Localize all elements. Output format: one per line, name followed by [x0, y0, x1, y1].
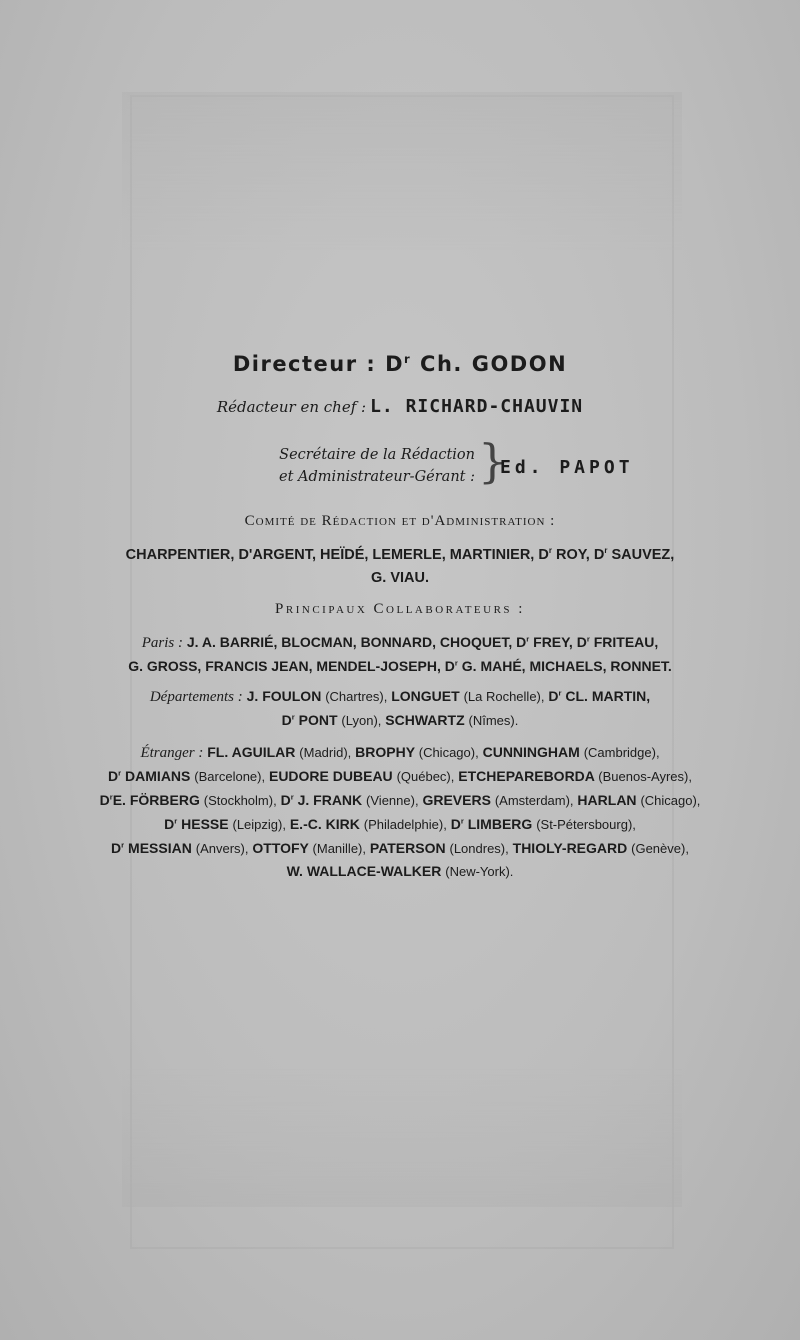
etranger-line3: $D^rE$. FÖRBERG (Stockholm), $D^r$ J. FRANK (Vienne), GREVERS (Amsterdam), HARLAN (Chicago), [99, 792, 701, 808]
paris-line1: Paris : J. A. BARRIÉ, BLOCMAN, BONNARD, CHOQUET, $D^r$ FREY, $D^r$ FRITEAU, [141, 634, 659, 651]
redacteur-line [0, 396, 800, 417]
redacteur-label: Rédacteur en chef : [216, 398, 367, 416]
secretaire-block [200, 434, 660, 494]
comite-heading: Comité de Rédaction et d'Administration : [244, 513, 556, 529]
comite-members-line1: CHARPENTIER, D'ARGENT, HEÏDÉ, LEMERLE, MARTINIER, $D^r$ ROY, $D^r$ SAUVEZ, [125, 546, 675, 563]
etranger-line2: $D^r$ DAMIANS (Barcelone), EUDORE DUBEAU (Québec), ETCHEPAREBORDA (Buenos-Ayres), [108, 768, 692, 784]
etranger-line4: $D^r$ HESSE (Leipzig), E.-C. KIRK (Philadelphie), $D^r$ LIMBERG (St-Pétersbourg), [164, 816, 636, 832]
principaux-heading: Principaux Collaborateurs : [275, 601, 525, 617]
redacteur-name: L. RICHARD-CHAUVIN [370, 396, 584, 417]
paris-line2: G. GROSS, FRANCIS JEAN, MENDEL-JOSEPH, $D^r$ G. MAHÉ, MICHAELS, RONNET. [128, 658, 672, 674]
comite-members-line2: G. VIAU. [370, 570, 429, 586]
secretaire-labels: Secrétaire de la Rédaction et Administrateur-Gérant : [279, 447, 475, 485]
etranger-line1: Étranger : FL. AGUILAR (Madrid), BROPHY (Chicago), CUNNINGHAM (Cambridge), [140, 744, 660, 761]
etranger-line6: W. WALLACE-WALKER (New-York). [286, 863, 514, 879]
secretaire-name: Ed. PAPOT [500, 457, 634, 478]
brace-glyph: } [478, 434, 508, 488]
etranger-line5: $D^r$ MESSIAN (Anvers), OTTOFY (Manille), PATERSON (Londres), THIOLY-REGARD (Genève), [111, 840, 689, 856]
directeur-line: Directeur : $D^r$ Ch. GODON [232, 352, 568, 376]
departements-line2: $D^r$ PONT (Lyon), SCHWARTZ (Nîmes). [281, 712, 519, 728]
departements-line1: Départements : J. FOULON (Chartres), LONGUET (La Rochelle), $D^r$ CL. MARTIN, [149, 688, 651, 705]
